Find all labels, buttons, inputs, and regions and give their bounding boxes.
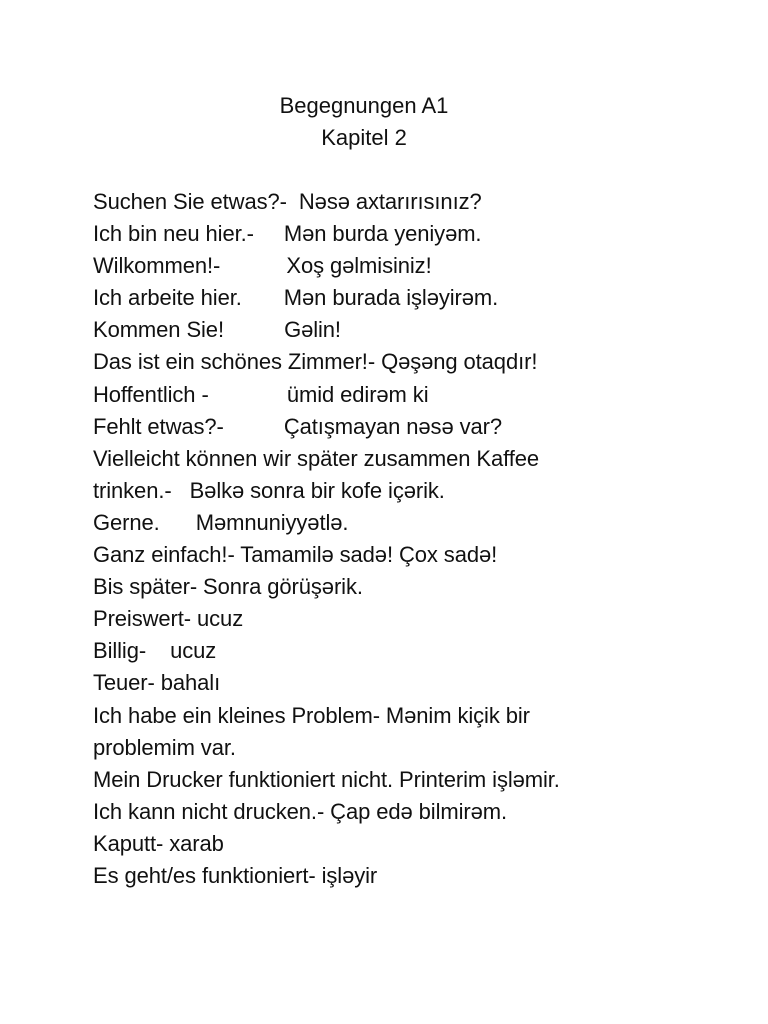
vocabulary-line: Es geht/es funktioniert- işləyir [93, 862, 378, 888]
vocabulary-line: Ich bin neu hier.- Mən burda yeniyəm. [93, 221, 482, 247]
chapter-title: Kapitel 2 [321, 125, 407, 150]
vocabulary-line: Bis später- Sonra görüşərik. [93, 574, 363, 600]
vocabulary-line: Vielleicht können wir später zusammen Kaffee [93, 445, 540, 471]
vocabulary-line: Fehlt etwas?- Çatışmayan nəsə var? [93, 413, 502, 439]
vocabulary-line: Billig- ucuz [93, 638, 217, 664]
vocabulary-line: Das ist ein schönes Zimmer!- Qəşəng otaqdır! [93, 349, 538, 375]
vocabulary-list [93, 186, 713, 892]
vocabulary-line: Ich habe ein kleines Problem- Mənim kiçik bir [93, 702, 530, 728]
vocabulary-line: Mein Drucker funktioniert nicht. Printerim işləmir. [93, 766, 560, 792]
vocabulary-line: Ganz einfach!- Tamamilə sadə! Çox sadə! [93, 542, 498, 568]
vocabulary-line: Teuer- bahalı [93, 670, 221, 696]
vocabulary-line: Suchen Sie etwas?- Nəsə axtarırısınız? [93, 189, 482, 214]
vocabulary-line: Wilkommen!- Xoş gəlmisiniz! [93, 253, 432, 279]
vocabulary-line: trinken.- Bəlkə sonra bir kofe içərik. [93, 477, 445, 503]
vocabulary-line: Ich kann nicht drucken.- Çap edə bilmirəm. [93, 798, 507, 824]
vocabulary-line: Gerne. Məmnuniyyətlə. [93, 509, 349, 535]
vocabulary-line: Hoffentlich - ümid edirəm ki [93, 381, 429, 407]
vocabulary-line: Kaputt- xarab [93, 830, 224, 856]
document-title: Begegnungen A1 [279, 93, 449, 118]
vocabulary-line: problemim var. [93, 734, 236, 760]
vocabulary-line: Kommen Sie! Gəlin! [93, 317, 341, 343]
vocabulary-line: Preiswert- ucuz [93, 606, 244, 632]
vocabulary-line: Ich arbeite hier. Mən burada işləyirəm. [93, 285, 499, 311]
